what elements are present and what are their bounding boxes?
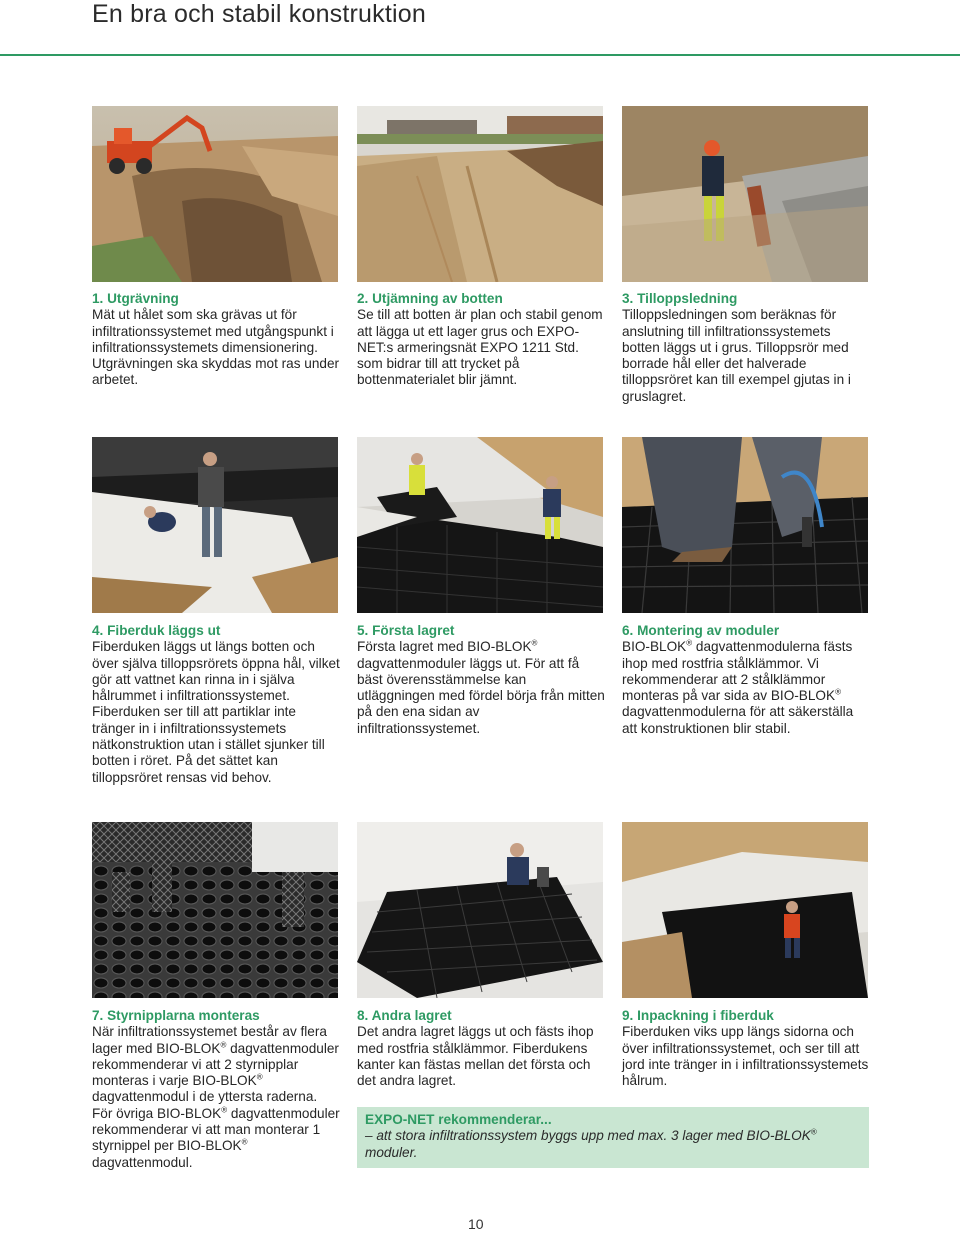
recommendation-title: EXPO-NET rekommenderar... (365, 1112, 552, 1127)
step-6-caption (622, 623, 870, 737)
step-2-text: Se till att botten är plan och stabil genom att lägga ut ett lager grus och EXPO-NET:s armeringsnät EXPO 1211 Std. som bidrar till att trycket på bottenmaterialet blir jämnt. (357, 307, 603, 388)
step-3-text: Tilloppsledningen som beräknas för anslutning till infiltrationssystemets botten läggs ut i grus. Tilloppsrör med borrade hål eller det halverade tilloppsröret kan till exempel gjutas in i gruslagret. (622, 307, 851, 404)
photo-fibre-cloth (92, 437, 338, 613)
photo-second-layer (357, 822, 603, 998)
page-number: 10 (468, 1216, 484, 1232)
step-3-caption (622, 291, 870, 405)
step-9-caption (622, 1008, 870, 1089)
photo-guide-nipples (92, 822, 338, 998)
photo-wrapping (622, 822, 868, 998)
photo-module-assembly (622, 437, 868, 613)
step-3-title: 3. Tilloppsledning (622, 291, 738, 306)
page-title: En bra och stabil konstruktion (92, 0, 426, 28)
step-4-text: Fiberduken läggs ut längs botten och över själva tilloppsrörets öppna hål, vilket gör att vattnet kan rinna in i själva hålrummet i infiltrationssystemet. Fiberduken ser till att partiklar inte tränger in i infiltrationssystemets nätkonstruktion utan i stället sjunker till botten i röret. På det sättet kan tilloppsröret rensas vid behov. (92, 639, 340, 785)
step-1-caption (92, 291, 340, 389)
step-7-text: När infiltrationssystemet består av flera lager med BIO-BLOK® dagvattenmoduler rekommenderar vi att 2 styrnipplar monteras i varje BIO-BLOK® dagvattenmodul i de yttersta raderna. För övriga BIO-BLOK® dagvattenmoduler rekommenderar vi att man monterar 1 styrnippel per BIO-BLOK® dagvattenmodul. (92, 1024, 340, 1170)
step-1-title: 1. Utgrävning (92, 291, 179, 306)
step-8-caption (357, 1008, 605, 1089)
recommendation-text: – att stora infiltrationssystem byggs upp med max. 3 lager med BIO-BLOK® moduler. (365, 1127, 817, 1160)
step-4-caption (92, 623, 340, 786)
step-8-title: 8. Andra lagret (357, 1008, 452, 1023)
step-5-caption (357, 623, 605, 737)
step-2-caption (357, 291, 605, 389)
title-divider (0, 54, 960, 56)
step-8-text: Det andra lagret läggs ut och fästs ihop med rostfria stålklämmor. Fiberdukens kanter kan fästas mellan det första och det andra lagret. (357, 1024, 594, 1089)
step-5-text: Första lagret med BIO-BLOK® dagvattenmoduler läggs ut. För att få bäst överensstämmelse kan utläggningen med fördel börja från mitten på den ena sidan av infiltrationssystemet. (357, 638, 605, 736)
step-5-title: 5. Första lagret (357, 623, 455, 638)
step-6-title: 6. Montering av moduler (622, 623, 780, 638)
photo-excavation (92, 106, 338, 282)
step-4-title: 4. Fiberduk läggs ut (92, 623, 221, 638)
photo-inlet-pipe (622, 106, 868, 282)
step-2-title: 2. Utjämning av botten (357, 291, 503, 306)
recommendation-box (357, 1107, 869, 1168)
step-6-text: BIO-BLOK® dagvattenmodulerna fästs ihop med rostfria stålklämmor. Vi rekommenderar att 2 stålklämmor monteras på var sida av BIO-BLOK® dagvattenmodulerna för att säkerställa att konstruktionen blir stabil. (622, 638, 854, 736)
step-1-text: Mät ut hålet som ska grävas ut för infiltrationssystemet med utgångspunkt i infiltrationssystemets dimensionering. Utgrävningen ska skyddas mot ras under arbetet. (92, 307, 340, 388)
step-7-title: 7. Styrnipplarna monteras (92, 1008, 260, 1023)
step-9-title: 9. Inpackning i fiberduk (622, 1008, 774, 1023)
photo-levelling (357, 106, 603, 282)
photo-first-layer (357, 437, 603, 613)
step-9-text: Fiberduken viks upp längs sidorna och över infiltrationssystemet, och ser till att jord inte tränger in i infiltrationssystemets hålrum. (622, 1024, 869, 1089)
step-7-caption (92, 1008, 340, 1171)
